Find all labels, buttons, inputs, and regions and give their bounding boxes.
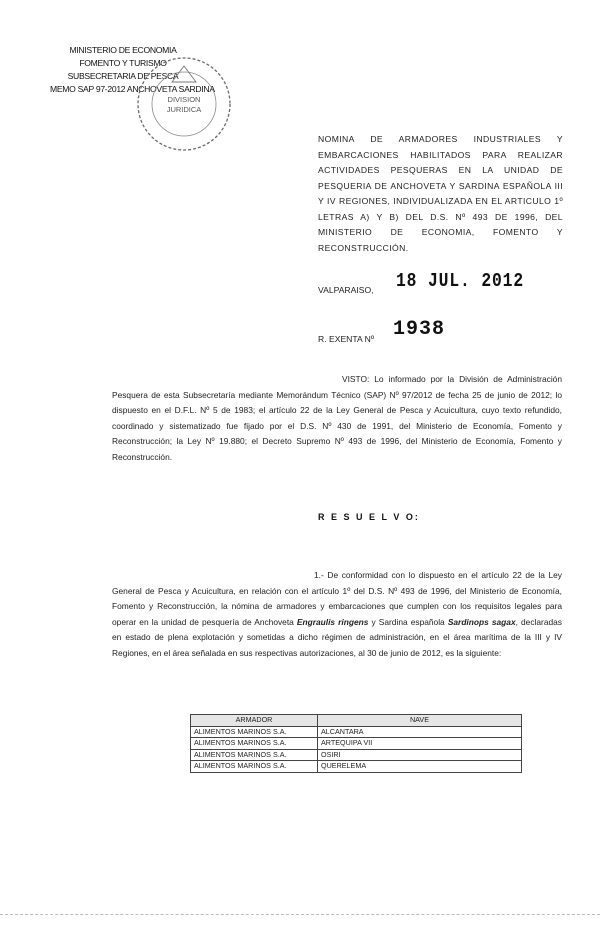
armador-cell: ALIMENTOS MARINOS S.A. — [191, 761, 318, 773]
resolution-number: 1938 — [393, 318, 446, 341]
stamp-line-2: JURIDICA — [166, 105, 202, 114]
table-row — [191, 738, 522, 750]
paragraph-1-tail: , declaradas en estado de plena explotación y sometidas a dicho régimen de administración, en el área marítima de la III y IV Regiones, en el área señalada en sus respectivas autorizaciones, al 30 de junio de 2012, es la siguiente: — [112, 616, 562, 658]
ministry-name: MINISTERIO DE ECONOMIA — [69, 45, 177, 55]
resolution-label: R. EXENTA Nº — [318, 334, 374, 344]
stamp-line-1: DIVISION — [167, 95, 201, 104]
table-header-row — [191, 715, 522, 727]
armador-cell: ALIMENTOS MARINOS S.A. — [191, 738, 318, 750]
species-anchoveta: Engraulis ringens — [296, 616, 369, 627]
nave-cell: OSIRI — [318, 749, 522, 761]
visto-paragraph: VISTO: Lo informado por la División de Administración Pesquera de esta Subsecretaría mediante Memorándum Técnico (SAP) Nº 97/2012 de fecha 25 de junio de 2012; lo dispuesto en el D.F.L. Nº 5 de 1983; el artículo 22 de la Ley General de Pesca y Acuicultura, cuyo texto refundido, coordinado y sistematizado fue fijado por el D.S. Nº 430 de 1991, del Ministerio de Economía, Fomento y Reconstrucción; la Ley Nº 19.880; el Decreto Supremo Nº 493 de 1996, del Ministerio de Economía, Fomento y Reconstrucción. — [112, 374, 562, 462]
memo-reference: MEMO SAP 97-2012 ANCHOVETA SARDINA — [50, 84, 215, 94]
table-row — [191, 726, 522, 738]
place-label: VALPARAISO, — [318, 285, 374, 295]
document-title: NOMINA DE ARMADORES INDUSTRIALES Y EMBARCACIONES HABILITADOS PARA REALIZAR ACTIVIDADES PESQUERAS EN LA UNIDAD DE PESQUERIA DE ANCHOVETA Y SARDINA ESPAÑOLA III Y IV REGIONES, INDIVIDUALIZADA EN EL ARTICULO 1º LETRAS A) Y B) DEL D.S. Nº 493 DE 1996, DEL MINISTERIO DE ECONOMIA, FOMENTO Y RECONSTRUCCIÓN. — [318, 134, 563, 253]
date-stamp: 18 JUL. 2012 — [396, 270, 524, 292]
undersecretary-name: SUBSECRETARIA DE PESCA — [67, 71, 179, 81]
ministry-subname: FOMENTO Y TURISMO — [79, 58, 167, 68]
nave-cell: ARTEQUIPA VII — [318, 738, 522, 750]
paragraph-1-mid: y Sardina española — [368, 616, 448, 627]
vessel-table — [190, 714, 522, 773]
resolution-paragraph-1 — [112, 568, 562, 662]
table-row — [191, 761, 522, 773]
nave-cell: QUERELEMA — [318, 761, 522, 773]
table-row — [191, 749, 522, 761]
resuelvo-heading: R E S U E L V O: — [318, 512, 420, 522]
nave-cell: ALCANTARA — [318, 726, 522, 738]
column-header-nave: NAVE — [318, 715, 522, 727]
armador-cell: ALIMENTOS MARINOS S.A. — [191, 726, 318, 738]
column-header-armador: ARMADOR — [191, 715, 318, 727]
armador-cell: ALIMENTOS MARINOS S.A. — [191, 749, 318, 761]
legal-division-stamp — [132, 52, 236, 156]
page-bottom-divider — [0, 914, 600, 916]
paragraph-1-lead: 1.- De conformidad con lo dispuesto en el artículo 22 de la Ley General de Pesca y Acuicultura, en relación con el artículo 1º del D.S. Nº 493 de 1996, del Ministerio de Economía, Fomento y Reconstrucción, la nómina de armadores y embarcaciones que cumplen con los requisitos legales para operar en la unidad de pesquería de Anchoveta — [112, 570, 562, 627]
species-sardina: Sardinops sagax — [447, 616, 516, 627]
